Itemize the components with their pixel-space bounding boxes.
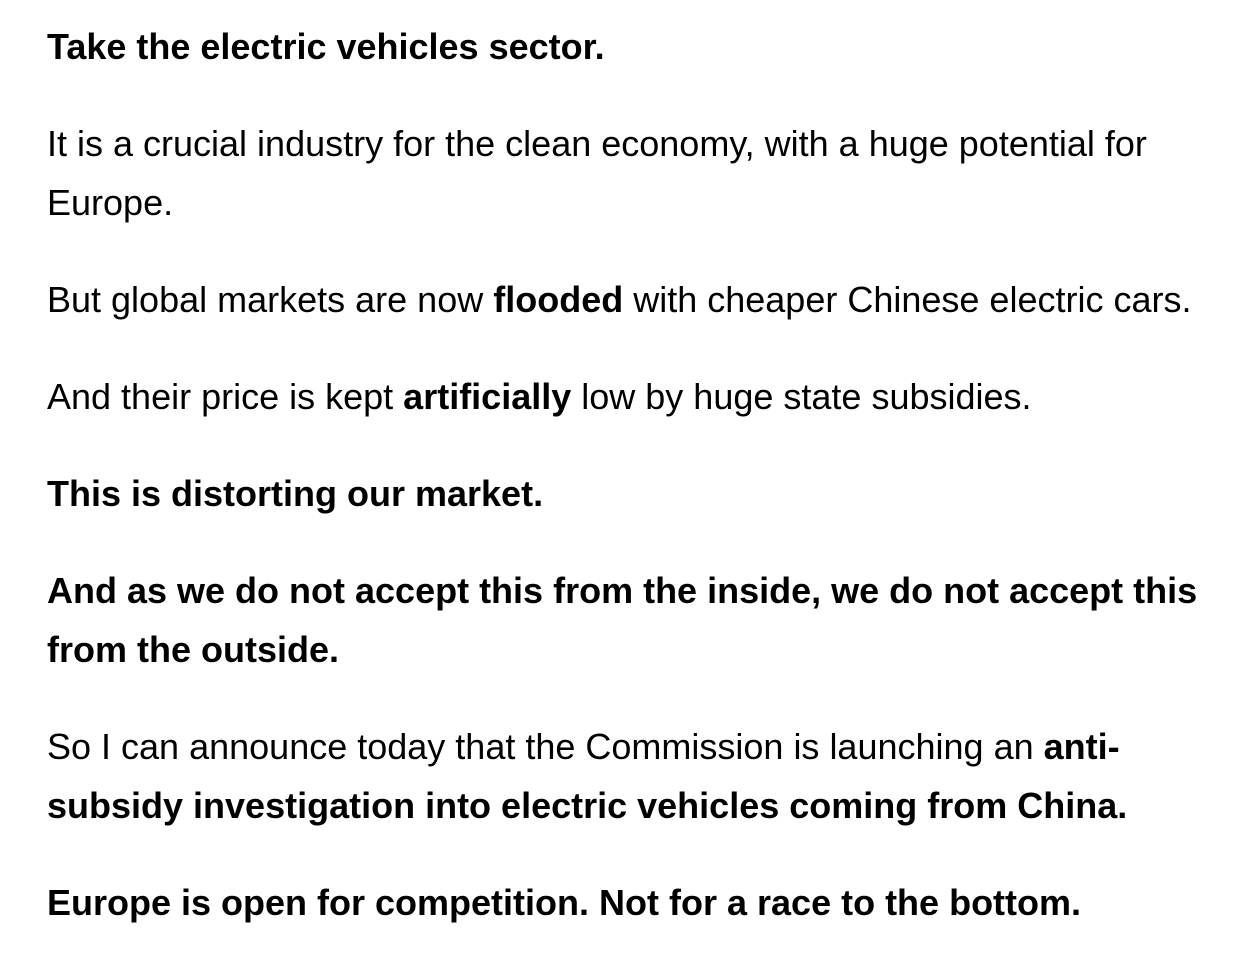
- text-run: It is a crucial industry for the clean economy, with a huge potential for Europe.: [47, 123, 1147, 223]
- paragraph: [47, 17, 1211, 76]
- text-run: anti-subsidy investigation into electric vehicles coming from China.: [47, 726, 1128, 826]
- text-run: And as we do not accept this from the inside, we do not accept this from the outside.: [47, 570, 1198, 670]
- paragraph: [47, 717, 1211, 835]
- paragraph: [47, 873, 1211, 932]
- text-run: So I can announce today that the Commission is launching an: [47, 726, 1044, 767]
- text-run: flooded: [493, 279, 624, 320]
- paragraph: [47, 464, 1211, 523]
- text-run: artificially: [403, 376, 572, 417]
- text-run: This is distorting our market.: [47, 473, 544, 514]
- paragraph: [47, 270, 1211, 329]
- text-run: with cheaper Chinese electric cars.: [623, 279, 1192, 320]
- paragraph: [47, 114, 1211, 232]
- text-run: And their price is kept: [47, 376, 404, 417]
- text-run: Europe is open for competition. Not for a race to the bottom.: [47, 882, 1082, 923]
- paragraph: [47, 367, 1211, 426]
- text-run: Take the electric vehicles sector.: [47, 26, 605, 67]
- text-run: But global markets are now: [47, 279, 494, 320]
- paragraph: [47, 561, 1211, 679]
- speech-text-body: [47, 17, 1211, 932]
- text-run: low by huge state subsidies.: [571, 376, 1032, 417]
